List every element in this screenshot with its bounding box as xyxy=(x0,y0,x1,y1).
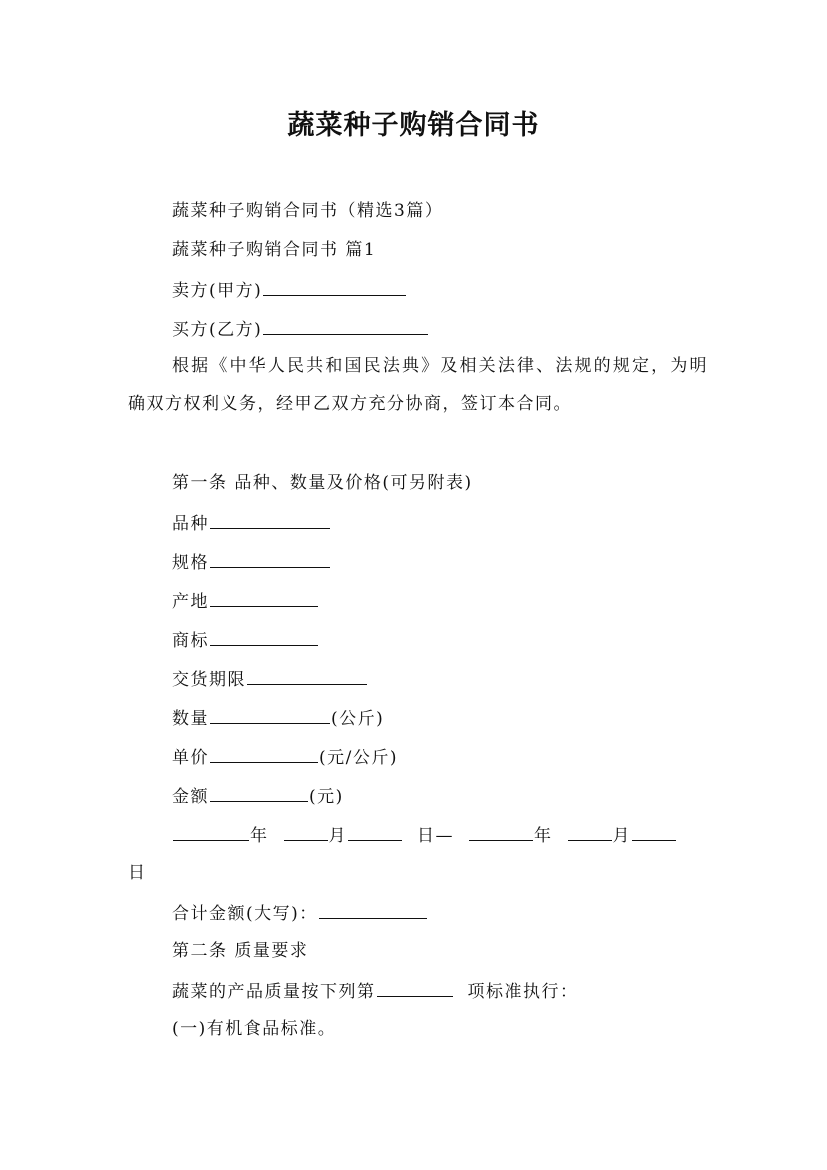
date-day-tail: 日 xyxy=(128,863,147,883)
buyer-blank xyxy=(263,317,428,335)
start-year-blank xyxy=(173,823,249,841)
start-year-label: 年 xyxy=(250,826,269,846)
variety-label: 品种 xyxy=(172,514,209,534)
end-month-label: 月 xyxy=(612,826,631,846)
article-1-heading: 第一条 品种、数量及价格(可另附表) xyxy=(172,473,473,493)
start-day-label: 日— xyxy=(417,826,454,846)
end-year-label: 年 xyxy=(534,826,553,846)
quantity-blank xyxy=(210,706,330,724)
buyer-line xyxy=(172,317,429,341)
brand-line xyxy=(172,628,319,652)
intro-paragraph: 根据《中华人民共和国民法典》及相关法律、法规的规定，为明确双方权利义务，经甲乙双方充分协商，签订本合同。 xyxy=(128,356,708,414)
spec-label: 规格 xyxy=(172,553,209,573)
amount-unit: (元) xyxy=(309,787,344,807)
total-blank xyxy=(319,901,427,919)
unit-price-label: 单价 xyxy=(172,748,209,768)
quantity-label: 数量 xyxy=(172,709,209,729)
brand-label: 商标 xyxy=(172,631,209,651)
article-2-heading: 第二条 质量要求 xyxy=(172,941,309,961)
origin-line xyxy=(172,589,319,613)
spec-line xyxy=(172,550,331,574)
seller-label: 卖方(甲方) xyxy=(172,281,263,301)
delivery-line xyxy=(172,667,368,691)
start-month-label: 月 xyxy=(328,826,347,846)
spec-blank xyxy=(210,550,330,568)
end-day-blank xyxy=(632,823,676,841)
end-year-blank xyxy=(469,823,533,841)
quality-suffix: 项标准执行： xyxy=(467,982,579,1002)
delivery-label: 交货期限 xyxy=(172,670,246,690)
end-month-blank xyxy=(568,823,612,841)
quality-line xyxy=(172,979,579,1003)
seller-blank xyxy=(263,278,406,296)
unit-price-unit: (元/公斤) xyxy=(319,748,398,768)
start-day-blank xyxy=(348,823,402,841)
quantity-line xyxy=(172,706,384,730)
total-label: 合计金额(大写)： xyxy=(172,904,318,924)
variety-blank xyxy=(210,511,330,529)
total-line xyxy=(172,901,428,925)
unit-price-line xyxy=(172,745,398,769)
quality-prefix: 蔬菜的产品质量按下列第 xyxy=(172,982,376,1002)
date-range-line xyxy=(172,823,677,847)
document-subtitle: 蔬菜种子购销合同书（精选3篇） xyxy=(172,201,444,221)
quality-blank xyxy=(377,979,453,997)
brand-blank xyxy=(210,628,318,646)
delivery-blank xyxy=(247,667,367,685)
section-heading: 蔬菜种子购销合同书 篇1 xyxy=(172,240,377,260)
document-title: 蔬菜种子购销合同书 xyxy=(287,110,540,141)
start-month-blank xyxy=(284,823,328,841)
buyer-label: 买方(乙方) xyxy=(172,320,263,340)
unit-price-blank xyxy=(210,745,318,763)
amount-line xyxy=(172,784,344,808)
origin-label: 产地 xyxy=(172,592,209,612)
amount-label: 金额 xyxy=(172,787,209,807)
variety-line xyxy=(172,511,331,535)
seller-line xyxy=(172,278,407,302)
origin-blank xyxy=(210,589,318,607)
amount-blank xyxy=(210,784,308,802)
quantity-unit: (公斤) xyxy=(331,709,385,729)
item-1-line: (一)有机食品标准。 xyxy=(172,1019,337,1039)
